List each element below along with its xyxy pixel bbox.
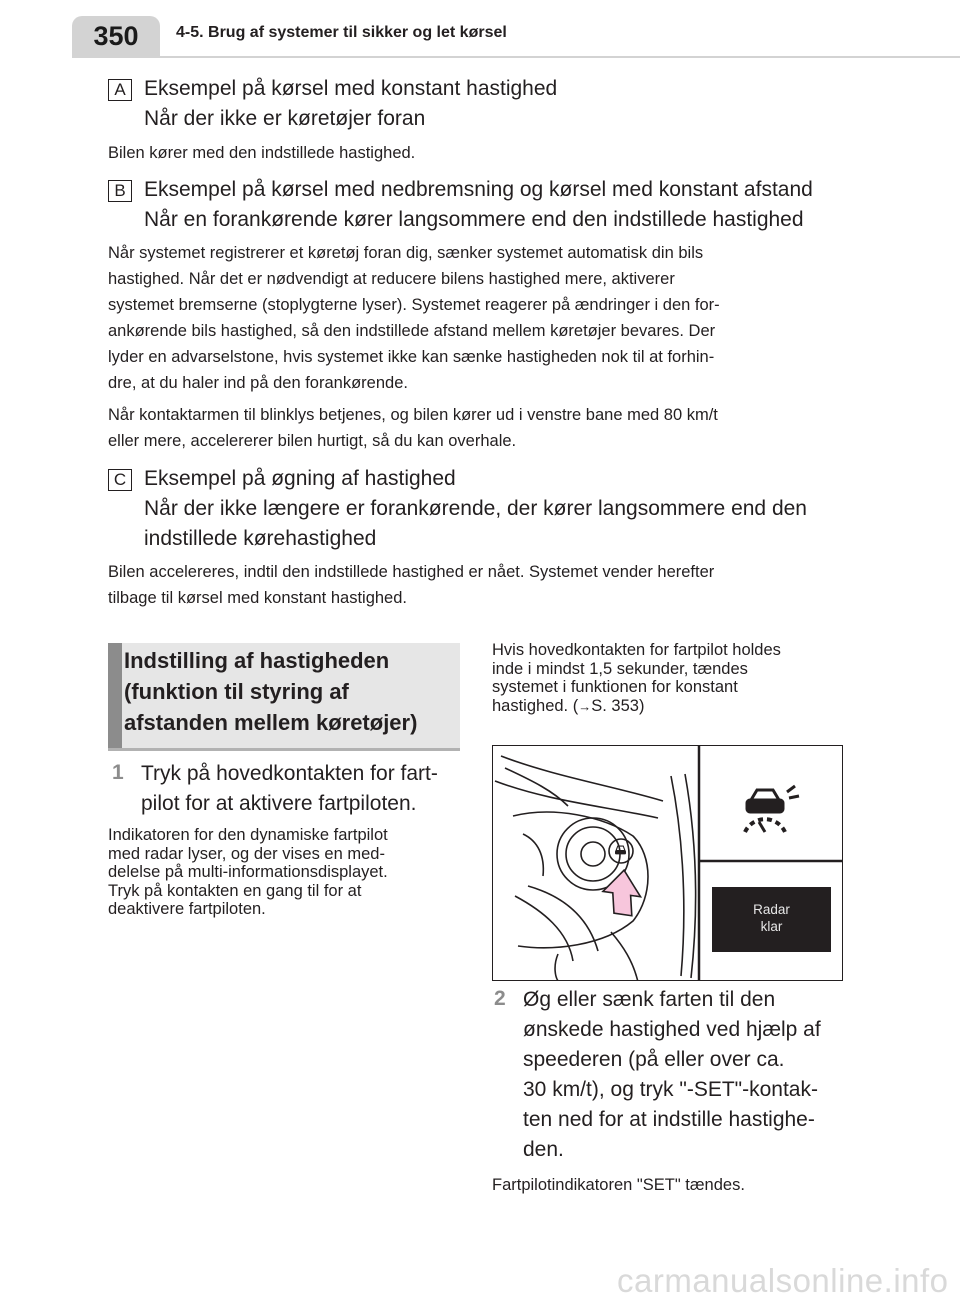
- label-a-badge: A: [108, 79, 132, 101]
- text-line: med radar lyser, og der vises en med-: [108, 844, 385, 863]
- text-line: inde i mindst 1,5 sekunder, tændes: [492, 659, 748, 678]
- text-line: eller mere, accelererer bilen hurtigt, så du kan overhale.: [108, 432, 517, 450]
- text-line: Tryk på kontakten en gang til for at: [108, 881, 362, 900]
- watermark: carmanualsonline.info: [617, 1262, 949, 1299]
- text-line: delelse på multi-informationsdisplayet.: [108, 863, 388, 881]
- step-2-number: 2: [494, 987, 506, 1010]
- text-line: Tryk på hovedkontakten for fart-: [141, 762, 438, 785]
- text-line: hastighed. Når det er nødvendigt at reducere bilens hastighed mere, aktiverer: [108, 270, 675, 288]
- radar-ready-message: [712, 901, 831, 935]
- label-c-badge: C: [108, 469, 132, 491]
- step-1-number: 1: [112, 761, 124, 784]
- example-b-paragraph-1: [108, 240, 720, 396]
- example-c-body: [108, 559, 714, 611]
- text-line: Hvis hovedkontakten for fartpilot holdes: [492, 641, 781, 659]
- step-1-note: [108, 826, 464, 919]
- example-a-body: Bilen kører med den indstillede hastighed.: [108, 144, 416, 162]
- text-line: dre, at du haler ind på den forankørende.: [108, 374, 408, 392]
- text-line: den.: [523, 1138, 564, 1161]
- running-header: 4-5. Brug af systemer til sikker og let kørsel: [176, 24, 507, 41]
- text-line: ten ned for at indstille hastighe-: [523, 1108, 815, 1131]
- display-line: Radar: [753, 902, 790, 917]
- steering-wheel-illustration: [492, 745, 843, 981]
- text-line: speederen (på eller over ca.: [523, 1048, 785, 1071]
- text-line: pilot for at aktivere fartpiloten.: [141, 792, 417, 815]
- text-line: tilbage til kørsel med konstant hastighed.: [108, 589, 407, 607]
- section-heading-line: afstanden mellem køretøjer): [124, 710, 418, 735]
- header-rule: [72, 56, 960, 58]
- text-line: systemet i funktionen for konstant: [492, 678, 738, 696]
- example-a-subtitle-line: Når der ikke er køretøjer foran: [144, 107, 426, 130]
- display-line: klar: [760, 919, 783, 934]
- text-line: Øg eller sænk farten til den: [523, 988, 776, 1011]
- example-c-subtitle-line: indstillede kørehastighed: [144, 527, 377, 550]
- example-a-title: [144, 74, 557, 134]
- text-line: 30 km/t), og tryk "-SET"-kontak-: [523, 1078, 818, 1101]
- page-reference: S. 353): [591, 696, 645, 715]
- example-c-subtitle-line: Når der ikke længere er forankørende, der kører langsommere end den: [144, 497, 807, 520]
- example-b-title: [144, 175, 813, 235]
- right-note: [492, 641, 852, 716]
- text-line: Indikatoren for den dynamiske fartpilot: [108, 826, 388, 844]
- text-line: Når kontaktarmen til blinklys betjenes, og bilen kører ud i venstre bane med 80 km/t: [108, 406, 718, 424]
- example-c-title-line: Eksempel på øgning af hastighed: [144, 467, 456, 490]
- step-2-note: Fartpilotindikatoren "SET" tændes.: [492, 1176, 745, 1194]
- text-line: lyder en advarselstone, hvis systemet ikke kan sænke hastigheden nok til at forhin-: [108, 348, 715, 366]
- text-line: ankørende bils hastighed, så den indstillede afstand mellem køretøjer bevares. Der: [108, 322, 716, 340]
- step-2-text: [523, 985, 853, 1165]
- section-heading-line: (funktion til styring af: [124, 679, 349, 704]
- text-line: ønskede hastighed ved hjælp af: [523, 1018, 821, 1041]
- steering-wheel-drawing: [493, 746, 843, 981]
- example-b-subtitle-line: Når en forankørende kører langsommere end den indstillede hastighed: [144, 208, 804, 231]
- step-1-text: [141, 759, 461, 819]
- text-line: deaktivere fartpiloten.: [108, 900, 266, 918]
- section-heading-bar: [108, 643, 122, 748]
- example-b-paragraph-2: [108, 402, 718, 454]
- text-line: Når systemet registrerer et køretøj foran dig, sænker systemet automatisk din bils: [108, 244, 704, 262]
- section-heading: [124, 645, 458, 738]
- example-a-title-line: Eksempel på kørsel med konstant hastighed: [144, 77, 558, 100]
- section-heading-line: Indstilling af hastigheden: [124, 648, 390, 673]
- example-b-title-line: Eksempel på kørsel med nedbremsning og kørsel med konstant afstand: [144, 178, 813, 201]
- text-line: Bilen accelereres, indtil den indstillede hastighed er nået. Systemet vender herefter: [108, 563, 715, 581]
- example-c-title: [144, 464, 807, 554]
- page-reference-arrow: →: [578, 698, 592, 714]
- text-line: systemet bremserne (stoplygterne lyser). Systemet reagerer på ændringer i den for-: [108, 296, 720, 314]
- text-line: hastighed. (→S. 353): [492, 696, 645, 715]
- page-number: 350: [72, 16, 160, 56]
- label-b-badge: B: [108, 180, 132, 202]
